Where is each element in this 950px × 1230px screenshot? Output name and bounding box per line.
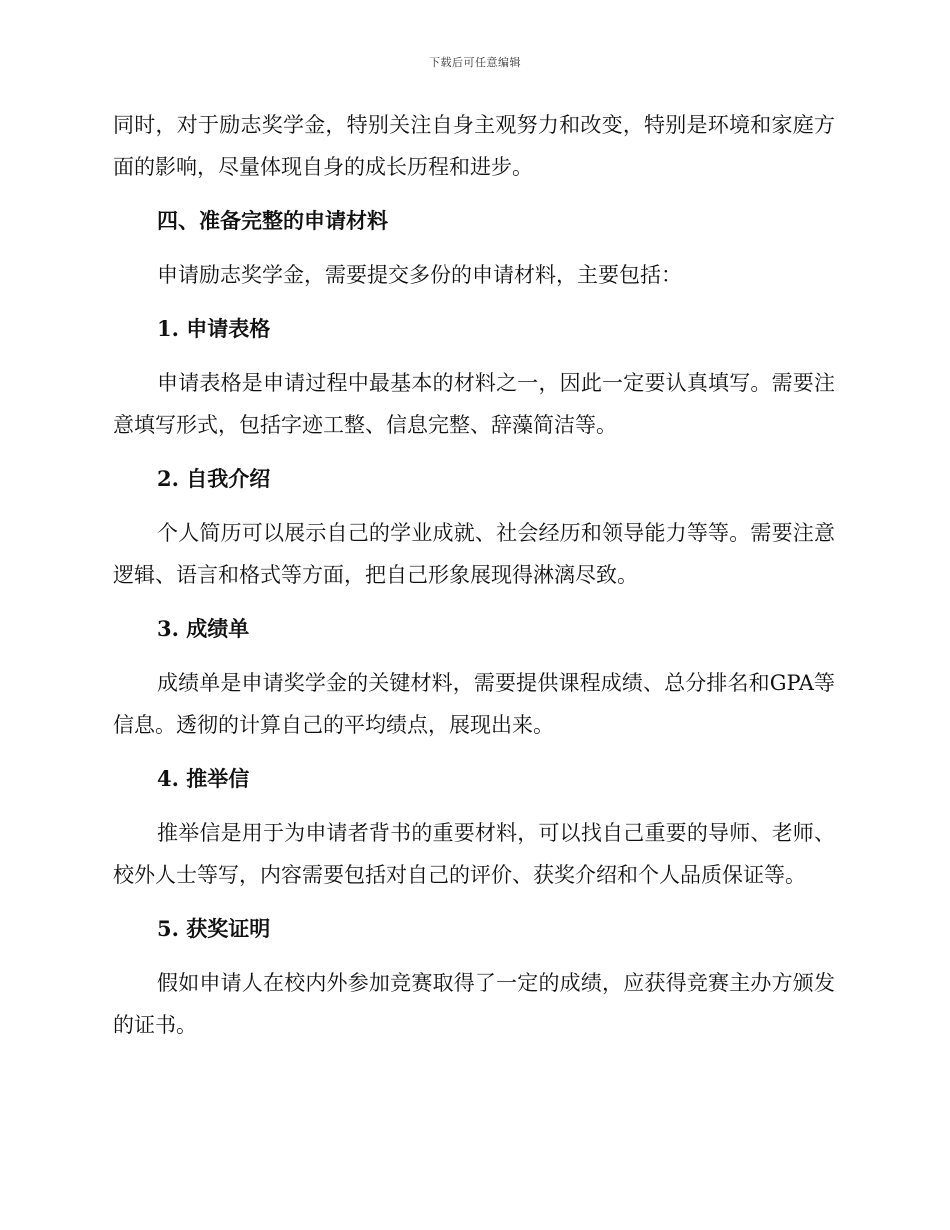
section-heading: 四、准备完整的申请材料 (157, 208, 388, 233)
intro-paragraph: 同时，对于励志奖学金，特别关注自身主观努力和改变，特别是环境和家庭方面的影响，尽量体现自身的成长历程和进步。 (113, 113, 835, 179)
item-heading-4: 4. 推举信 (157, 766, 250, 791)
item-heading-5: 5. 获奖证明 (157, 916, 271, 941)
item-paragraph-3: 成绩单是申请奖学金的关键材料，需要提供课程成绩、总分排名和GPA等信息。透彻的计算自己的平均绩点，展现出来。 (113, 671, 835, 737)
item-paragraph-2: 个人简历可以展示自己的学业成就、社会经历和领导能力等等。需要注意逻辑、语言和格式等方面，把自己形象展现得淋漓尽致。 (113, 521, 835, 587)
page-header: 下载后可任意编辑 (429, 56, 521, 69)
item-paragraph-1: 申请表格是申请过程中最基本的材料之一，因此一定要认真填写。需要注意填写形式，包括字迹工整、信息完整、辞藻简洁等。 (113, 371, 835, 437)
item-heading-1: 1. 申请表格 (157, 316, 271, 341)
document-body (113, 104, 835, 1046)
item-paragraph-5: 假如申请人在校内外参加竞赛取得了一定的成绩，应获得竞赛主办方颁发的证书。 (113, 971, 835, 1037)
item-heading-2: 2. 自我介绍 (157, 466, 271, 491)
section-paragraph: 申请励志奖学金，需要提交多份的申请材料，主要包括： (157, 263, 682, 287)
item-heading-3: 3. 成绩单 (157, 616, 250, 641)
item-paragraph-4: 推举信是用于为申请者背书的重要材料，可以找自己重要的导师、老师、校外人士等写，内容需要包括对自己的评价、获奖介绍和个人品质保证等。 (113, 821, 835, 887)
